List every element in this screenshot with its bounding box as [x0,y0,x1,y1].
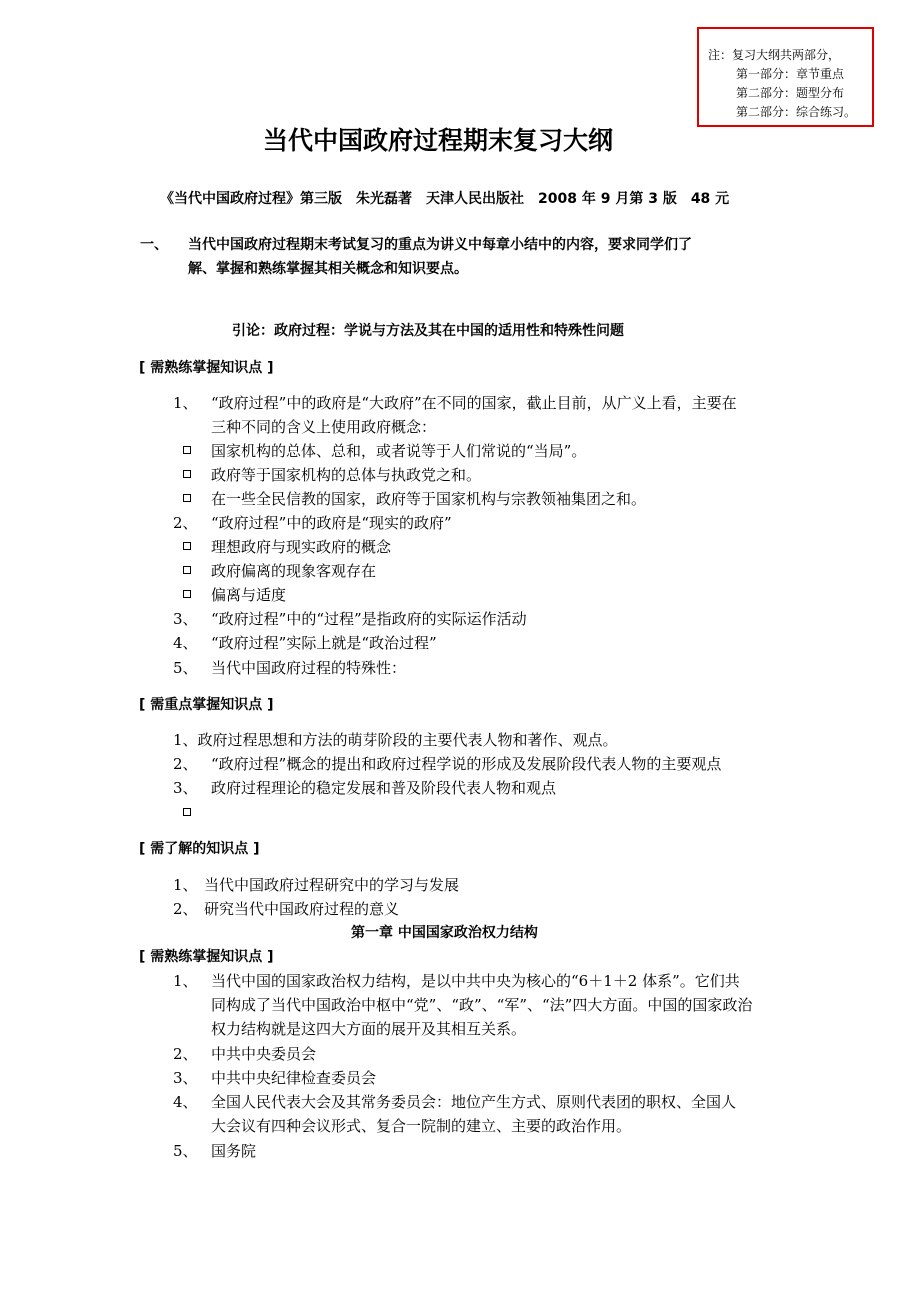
section-line-1: 当代中国政府过程期末考试复习的重点为讲义中每章小结中的内容，要求同学们了 [188,237,692,253]
bullet-square [183,566,191,574]
item-number: 3、 [173,779,198,797]
section-line-2: 解、掌握和熟练掌握其相关概念和知识要点。 [188,261,468,277]
item-text: “政府过程”实际上就是“政治过程” [211,634,437,652]
sub-item-text: 在一些全民信教的国家，政府等于国家机构与宗教领袖集团之和。 [211,490,647,508]
note-line-3: 第二部分：题型分布 [736,86,845,100]
item-number: 4、 [173,634,198,652]
chapter-master-label: [ 需熟练掌握知识点 ] [139,949,274,965]
intro-heading: 引论：政府过程：学说与方法及其在中国的适用性和特殊性问题 [232,323,624,339]
bullet-square [183,446,191,454]
item-text: 三种不同的含义上使用政府概念： [211,418,437,436]
sub-item-text: 国家机构的总体、总和，或者说等于人们常说的“当局”。 [211,442,587,460]
item-number: 3、 [173,610,198,628]
sub-item-text: 政府等于国家机构的总体与执政党之和。 [211,466,482,484]
item-text: 中共中央纪律检查委员会 [211,1069,377,1087]
note-line-4: 第二部分：综合练习。 [736,105,857,119]
item-number: 5、 [173,1142,198,1160]
item-number: 4、 [173,1093,198,1111]
bullet-square [183,494,191,502]
item-number: 2、 [173,755,198,773]
item-text: 中共中央委员会 [211,1045,317,1063]
item-number: 2、 [173,1045,198,1063]
item-text: “政府过程”中的政府是“现实的政府” [211,514,452,532]
section-number: 一、 [140,237,168,253]
intro-know-label: [ 需了解的知识点 ] [139,841,260,857]
page-title: 当代中国政府过程期末复习大纲 [263,126,614,155]
item-number: 2、 [173,514,198,532]
item-text: 大会议有四种会议形式、复合一院制的建立、主要的政治作用。 [211,1117,632,1135]
sub-item-text: 偏离与适度 [211,586,287,604]
item-number: 1、 [173,394,198,412]
bullet-square [183,470,191,478]
sub-item-text: 政府偏离的现象客观存在 [211,562,377,580]
item-number: 1、 [173,876,198,894]
book-info: 《当代中国政府过程》第三版 朱光磊著 天津人民出版社 2008 年 9 月第 3 版 48 元 [160,191,730,207]
item-number: 5、 [173,659,198,677]
item-number: 3、 [173,1069,198,1087]
sub-item-text: 理想政府与现实政府的概念 [211,538,392,556]
note-line-1: 注：复习大纲共两部分， [708,48,841,62]
item-text: “政府过程”中的政府是“大政府”在不同的国家，截止目前，从广义上看，主要在 [211,394,737,412]
key-item-text: 1、政府过程思想和方法的萌芽阶段的主要代表人物和著作、观点。 [173,731,618,749]
note-line-2: 第一部分：章节重点 [736,67,845,81]
bullet-square [183,808,191,816]
intro-master-label: [ 需熟练掌握知识点 ] [139,360,274,376]
chapter-heading: 第一章 中国国家政治权力结构 [351,925,538,941]
item-number: 2、 [173,900,198,918]
intro-key-label: [ 需重点掌握知识点 ] [139,697,274,713]
item-text: 全国人民代表大会及其常务委员会：地位产生方式、原则代表团的职权、全国人 [211,1093,737,1111]
key-item-text: 政府过程理论的稳定发展和普及阶段代表人物和观点 [211,779,557,797]
know-item-text: 研究当代中国政府过程的意义 [204,900,400,918]
note-box [697,27,874,127]
item-text: “政府过程”中的“过程”是指政府的实际运作活动 [211,610,527,628]
bullet-square [183,590,191,598]
know-item-text: 当代中国政府过程研究中的学习与发展 [204,876,460,894]
key-item-text: “政府过程”概念的提出和政府过程学说的形成及发展阶段代表人物的主要观点 [211,755,722,773]
item-number: 1、 [173,972,198,990]
item-text: 当代中国政府过程的特殊性： [211,659,407,677]
bullet-square [183,542,191,550]
item-text: 权力结构就是这四大方面的展开及其相互关系。 [211,1020,527,1038]
item-text: 同构成了当代中国政治中枢中“党”、“政”、“军”、“法”四大方面。中国的国家政治 [211,996,753,1014]
item-text: 国务院 [211,1142,257,1160]
item-text: 当代中国的国家政治权力结构，是以中共中央为核心的“6＋1＋2 体系”。它们共 [211,972,740,990]
